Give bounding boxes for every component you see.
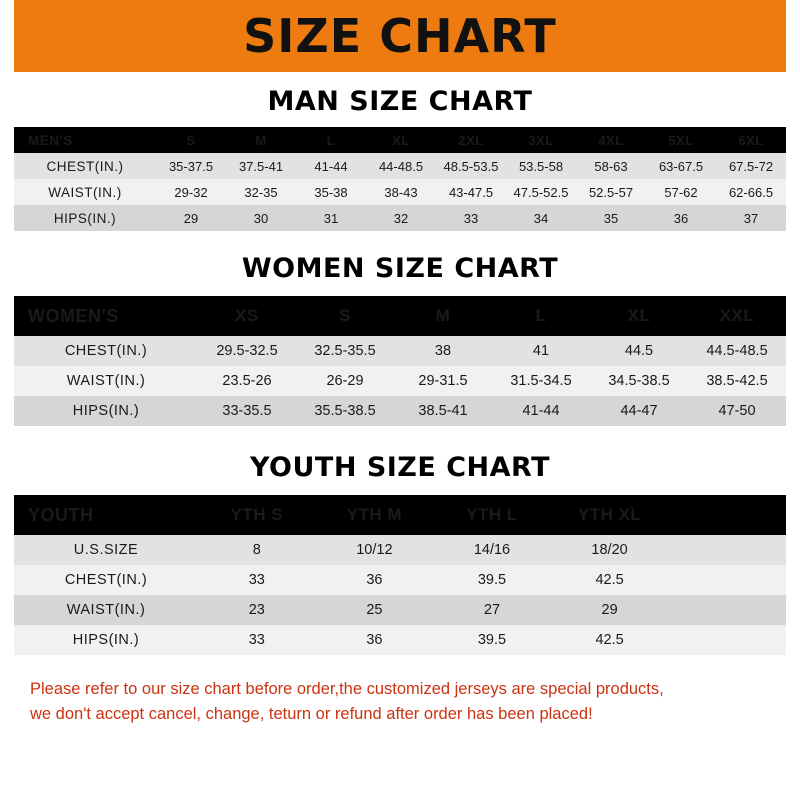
- cell: 32: [366, 205, 436, 231]
- header-cell-l: L: [492, 296, 590, 336]
- cell: 53.5-58: [506, 153, 576, 179]
- cell: 44-47: [590, 396, 688, 426]
- cell: 37.5-41: [226, 153, 296, 179]
- header-cell-label: YOUTH: [14, 495, 198, 535]
- cell: 44.5: [590, 336, 688, 366]
- cell: 34.5-38.5: [590, 366, 688, 396]
- table-row: [14, 625, 786, 655]
- cell: [668, 625, 786, 655]
- cell: 29-31.5: [394, 366, 492, 396]
- women-size-table: [14, 296, 786, 426]
- table-row: [14, 396, 786, 426]
- header-cell-m: M: [226, 127, 296, 153]
- cell: 57-62: [646, 179, 716, 205]
- row-label-hips: HIPS(IN.): [14, 625, 198, 655]
- header-cell-2xl: 2XL: [436, 127, 506, 153]
- header-cell-4xl: 4XL: [576, 127, 646, 153]
- youth-size-table: [14, 495, 786, 655]
- cell: 27: [433, 595, 551, 625]
- cell: 47-50: [688, 396, 786, 426]
- cell: 41-44: [296, 153, 366, 179]
- cell: 38.5-41: [394, 396, 492, 426]
- table-row: [14, 535, 786, 565]
- table-header-row: [14, 296, 786, 336]
- header-cell-yth-m: YTH M: [316, 495, 434, 535]
- cell: 43-47.5: [436, 179, 506, 205]
- header-cell-yth-s: YTH S: [198, 495, 316, 535]
- banner-edge-right: [786, 0, 800, 72]
- row-label-chest: CHEST(IN.): [14, 336, 198, 366]
- cell: 36: [646, 205, 716, 231]
- cell: 42.5: [551, 565, 669, 595]
- cell: 37: [716, 205, 786, 231]
- footer-note-line-2: we don't accept cancel, change, teturn or refund after order has been placed!: [30, 704, 593, 723]
- cell: 23: [198, 595, 316, 625]
- cell: 38: [394, 336, 492, 366]
- cell: 23.5-26: [198, 366, 296, 396]
- section-title-youth: YOUTH SIZE CHART: [249, 452, 551, 483]
- cell: 35-37.5: [156, 153, 226, 179]
- cell: 48.5-53.5: [436, 153, 506, 179]
- table-row: [14, 205, 786, 231]
- cell: 58-63: [576, 153, 646, 179]
- cell: 14/16: [433, 535, 551, 565]
- header-cell-6xl: 6XL: [716, 127, 786, 153]
- cell: 29: [551, 595, 669, 625]
- header-cell-3xl: 3XL: [506, 127, 576, 153]
- cell: 41-44: [492, 396, 590, 426]
- cell: 44.5-48.5: [688, 336, 786, 366]
- cell: 62-66.5: [716, 179, 786, 205]
- header-cell-yth-l: YTH L: [433, 495, 551, 535]
- cell: 35-38: [296, 179, 366, 205]
- cell: 38-43: [366, 179, 436, 205]
- cell: 52.5-57: [576, 179, 646, 205]
- row-label-waist: WAIST(IN.): [14, 595, 198, 625]
- header-cell-l: L: [296, 127, 366, 153]
- cell: [668, 565, 786, 595]
- cell: 35: [576, 205, 646, 231]
- table-row: [14, 595, 786, 625]
- header-cell-yth-xl: YTH XL: [551, 495, 669, 535]
- footer-note: [14, 677, 786, 727]
- cell: 36: [316, 625, 434, 655]
- cell: 39.5: [433, 625, 551, 655]
- cell: 33: [198, 625, 316, 655]
- cell: 33: [436, 205, 506, 231]
- row-label-hips: HIPS(IN.): [14, 396, 198, 426]
- table-header-row: [14, 127, 786, 153]
- cell: 30: [226, 205, 296, 231]
- cell: 31: [296, 205, 366, 231]
- cell: 39.5: [433, 565, 551, 595]
- cell: 10/12: [316, 535, 434, 565]
- header-cell-empty: [668, 495, 786, 535]
- cell: 8: [198, 535, 316, 565]
- cell: 18/20: [551, 535, 669, 565]
- cell: 34: [506, 205, 576, 231]
- header-cell-label: MEN'S: [14, 127, 156, 153]
- row-label-hips: HIPS(IN.): [14, 205, 156, 231]
- cell: 32-35: [226, 179, 296, 205]
- cell: [668, 595, 786, 625]
- cell: 32.5-35.5: [296, 336, 394, 366]
- table-row: [14, 366, 786, 396]
- cell: 47.5-52.5: [506, 179, 576, 205]
- men-size-table: [14, 127, 786, 231]
- cell: 29.5-32.5: [198, 336, 296, 366]
- cell: 29: [156, 205, 226, 231]
- cell: 38.5-42.5: [688, 366, 786, 396]
- cell: 42.5: [551, 625, 669, 655]
- cell: [668, 535, 786, 565]
- cell: 31.5-34.5: [492, 366, 590, 396]
- row-label-us-size: U.S.SIZE: [14, 535, 198, 565]
- cell: 29-32: [156, 179, 226, 205]
- cell: 26-29: [296, 366, 394, 396]
- table-header-row: [14, 495, 786, 535]
- cell: 67.5-72: [716, 153, 786, 179]
- header-cell-xl: XL: [590, 296, 688, 336]
- footer-note-line-1: Please refer to our size chart before order,the customized jerseys are special products,: [30, 680, 664, 698]
- cell: 25: [316, 595, 434, 625]
- header-cell-m: M: [394, 296, 492, 336]
- cell: 36: [316, 565, 434, 595]
- header-cell-xs: XS: [198, 296, 296, 336]
- cell: 63-67.5: [646, 153, 716, 179]
- header-cell-5xl: 5XL: [646, 127, 716, 153]
- row-label-waist: WAIST(IN.): [14, 366, 198, 396]
- table-row: [14, 336, 786, 366]
- cell: 41: [492, 336, 590, 366]
- page-title: SIZE CHART: [243, 9, 557, 63]
- content: [0, 86, 800, 727]
- row-label-chest: CHEST(IN.): [14, 565, 198, 595]
- cell: 33-35.5: [198, 396, 296, 426]
- cell: 33: [198, 565, 316, 595]
- header-cell-label: WOMEN'S: [14, 296, 198, 336]
- header-cell-s: S: [156, 127, 226, 153]
- banner: [0, 0, 800, 72]
- header-cell-xxl: XXL: [688, 296, 786, 336]
- table-row: [14, 153, 786, 179]
- cell: 44-48.5: [366, 153, 436, 179]
- cell: 35.5-38.5: [296, 396, 394, 426]
- row-label-chest: CHEST(IN.): [14, 153, 156, 179]
- table-row: [14, 179, 786, 205]
- row-label-waist: WAIST(IN.): [14, 179, 156, 205]
- header-cell-xl: XL: [366, 127, 436, 153]
- header-cell-s: S: [296, 296, 394, 336]
- table-row: [14, 565, 786, 595]
- section-title-women: WOMEN SIZE CHART: [241, 253, 559, 284]
- banner-edge-left: [0, 0, 14, 72]
- section-title-men: MAN SIZE CHART: [267, 86, 533, 117]
